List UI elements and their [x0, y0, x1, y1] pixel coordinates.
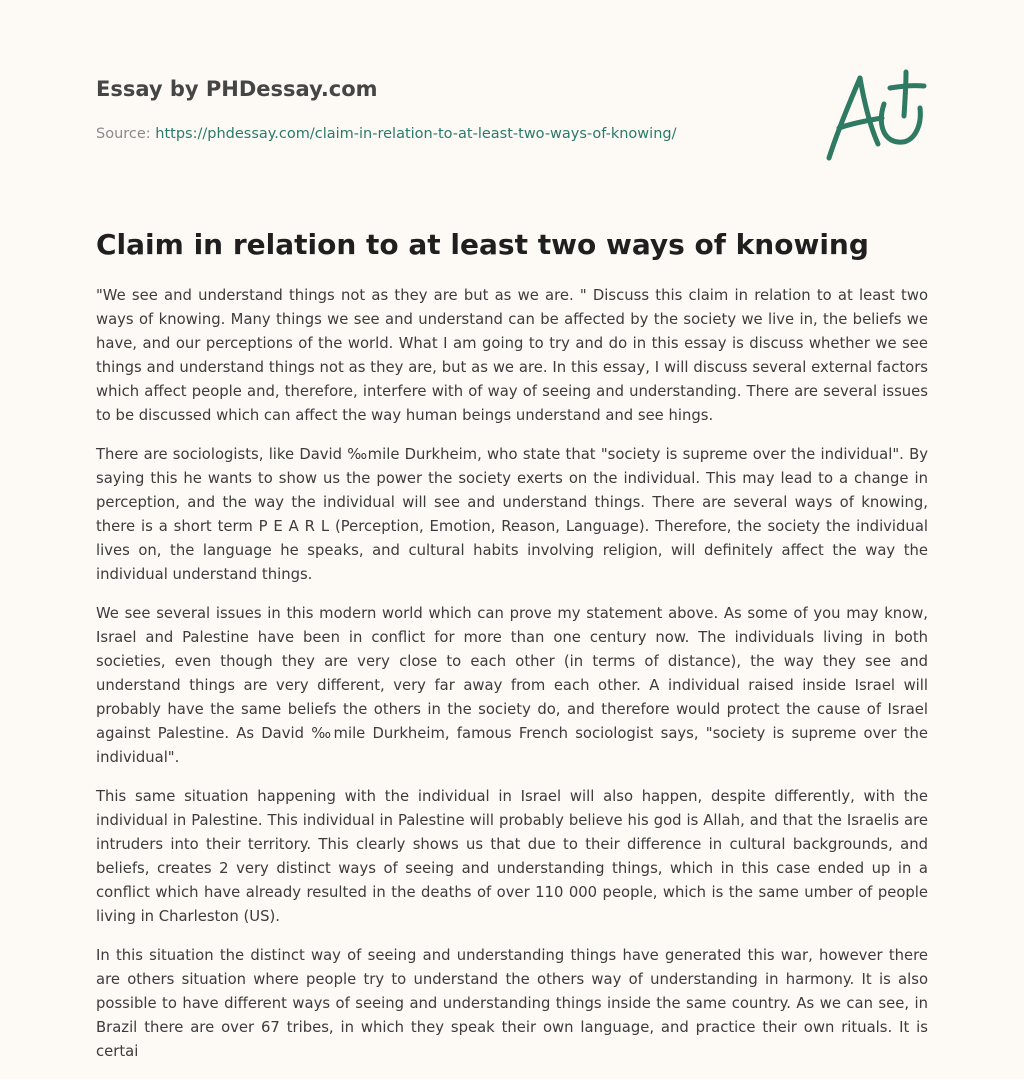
source-line — [96, 124, 796, 144]
essay-paragraph: In this situation the distinct way of seeing and understanding things have generated this war, however there are others situation where people try to understand the others way of understanding in harmony. It is also possible to have different ways of seeing and understanding things inside the same country. As we can see, in Brazil there are over 67 tribes, in which they speak their own language, and practice their own rituals. It is certai — [96, 947, 928, 1060]
essay-paragraph: This same situation happening with the individual in Israel will also happen, despite differently, with the individual in Palestine. This individual in Palestine will probably believe his god is Allah, and that the Israelis are intruders into their territory. This clearly shows us that due to their difference in cultural backgrounds, and beliefs, creates 2 very distinct ways of seeing and understanding things, which in this case ended up in a conflict which have already resulted in the deaths of over 110 000 people, which is the same umber of people living in Charleston (US). — [96, 788, 928, 925]
site-brand: Essay by PHDessay.com — [96, 77, 378, 101]
a-plus-logo-svg — [820, 66, 932, 166]
source-label: Source: — [96, 126, 151, 142]
essay-title: Claim in relation to at least two ways of knowing — [96, 228, 869, 261]
essay-header — [96, 74, 796, 144]
source-link[interactable]: https://phdessay.com/claim-in-relation-to-at-least-two-ways-of-knowing/ — [155, 126, 677, 142]
essay-paragraph: "We see and understand things not as they are but as we are. " Discuss this claim in relation to at least two ways of knowing. Many things we see and understand can be affected by the society we live in, the beliefs we have, and our perceptions of the world. What I am going to try and do in this essay is discuss whether we see things and understand things not as they are, but as we are. In this essay, I will discuss several external factors which affect people and, therefore, interfere with of way of seeing and understanding. There are several issues to be discussed which can affect the way human beings understand and see hings. — [96, 287, 928, 424]
essay-paragraph: There are sociologists, like David ‰mile Durkheim, who state that "society is supreme over the individual". By saying this he wants to show us the power the society exerts on the individual. This may lead to a change in perception, and the way the individual will see and understand things. There are several ways of knowing, there is a short term P E A R L (Perception, Emotion, Reason, Language). Therefore, the society the individual lives on, the language he speaks, and cultural habits involving religion, will definitely affect the way the individual understand things. — [96, 446, 928, 583]
a-plus-grade-icon — [820, 66, 932, 166]
essay-body — [96, 284, 928, 1079]
essay-paragraph: We see several issues in this modern world which can prove my statement above. As some of you may know, Israel and Palestine have been in conflict for more than one century now. The individuals living in both societies, even though they are very close to each other (in terms of distance), the way they see and understand things are very different, very far away from each other. A individual raised inside Israel will probably have the same beliefs the others in the society do, and therefore would protect the cause of Israel against Palestine. As David ‰mile Durkheim, famous French sociologist says, "society is supreme over the individual". — [96, 605, 928, 766]
